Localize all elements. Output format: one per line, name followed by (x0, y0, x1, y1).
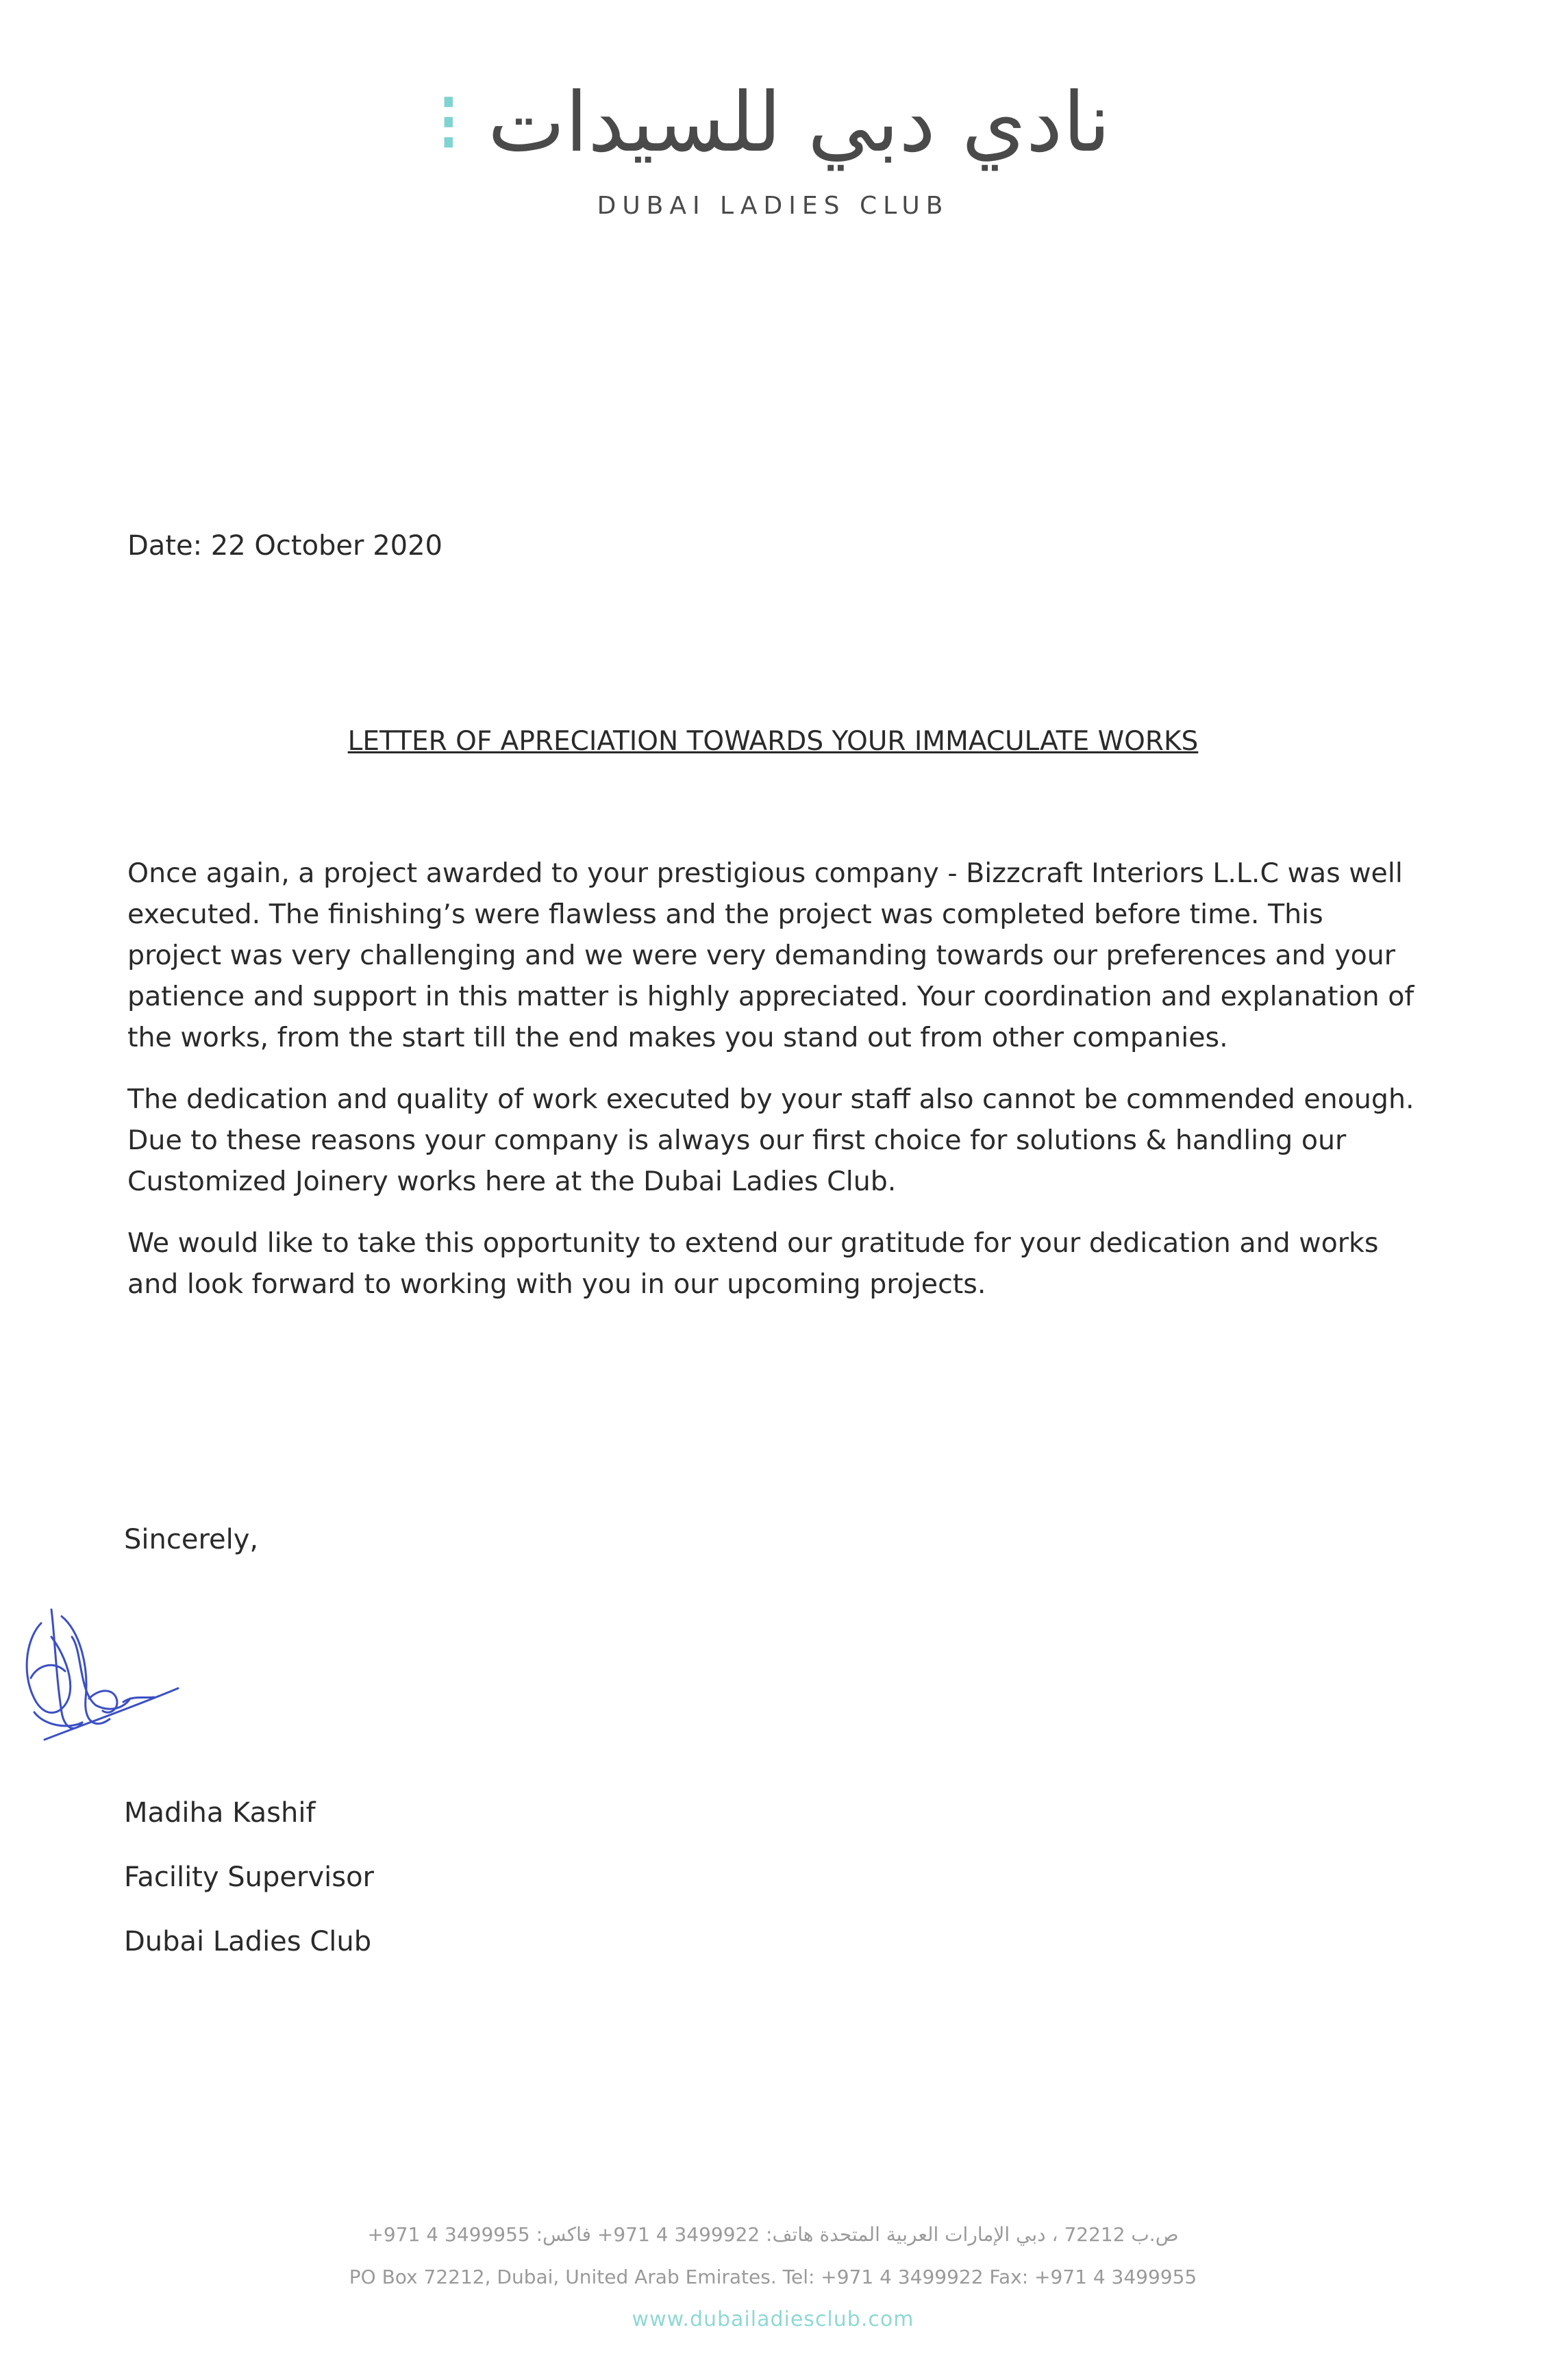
letterhead (0, 75, 1546, 220)
letter-body (127, 853, 1415, 1325)
handwritten-signature (14, 1596, 192, 1781)
closing-salutation: Sincerely, (124, 1524, 259, 1555)
footer-arabic-address: ص.ب 72212 ، دبي الإمارات العربية المتحدة هاتف: 3499922 4 971+ فاكس: 3499955 4 971+ (367, 2223, 1179, 2246)
body-paragraph: The dedication and quality of work executed by your staff also cannot be commended enough. Due to these reasons your company is always our first choice for solutions & handling our Customized Joinery works here at the Dubai Ladies Club. (127, 1083, 1414, 1197)
letter-footer (0, 2214, 1546, 2341)
letter-date: Date: 22 October 2020 (127, 530, 442, 562)
club-logo-text: DUBAI LADIES CLUB (597, 192, 949, 220)
signatory-title: Facility Supervisor (124, 1862, 374, 1893)
signatory-name: Madiha Kashif (124, 1797, 316, 1829)
signatory-block (124, 1781, 374, 1974)
club-logo-arabic: نادي دبي للسيدات ⁝ (435, 75, 1111, 171)
signatory-organization: Dubai Ladies Club (124, 1926, 372, 1957)
body-paragraph: Once again, a project awarded to your prestigious company - Bizzcraft Interiors L.L.C was well executed. The finishing’s were flawless and the project was completed before time. This project was very challenging and we were very demanding towards our preferences and your patience and support in this matter is highly appreciated. Your coordination and explanation of the works, from the start till the end makes you stand out from other companies. (127, 857, 1414, 1053)
letter-subject: LETTER OF APRECIATION TOWARDS YOUR IMMACULATE WORKS (347, 726, 1199, 757)
body-paragraph: We would like to take this opportunity to extend our gratitude for your dedication and works and look forward to working with you in our upcoming projects. (127, 1227, 1379, 1300)
footer-english-address: PO Box 72212, Dubai, United Arab Emirates. Tel: +971 4 3499922 Fax: +971 4 3499955 (349, 2266, 1197, 2288)
footer-website-link[interactable]: www.dubailadiesclub.com (632, 2307, 914, 2331)
